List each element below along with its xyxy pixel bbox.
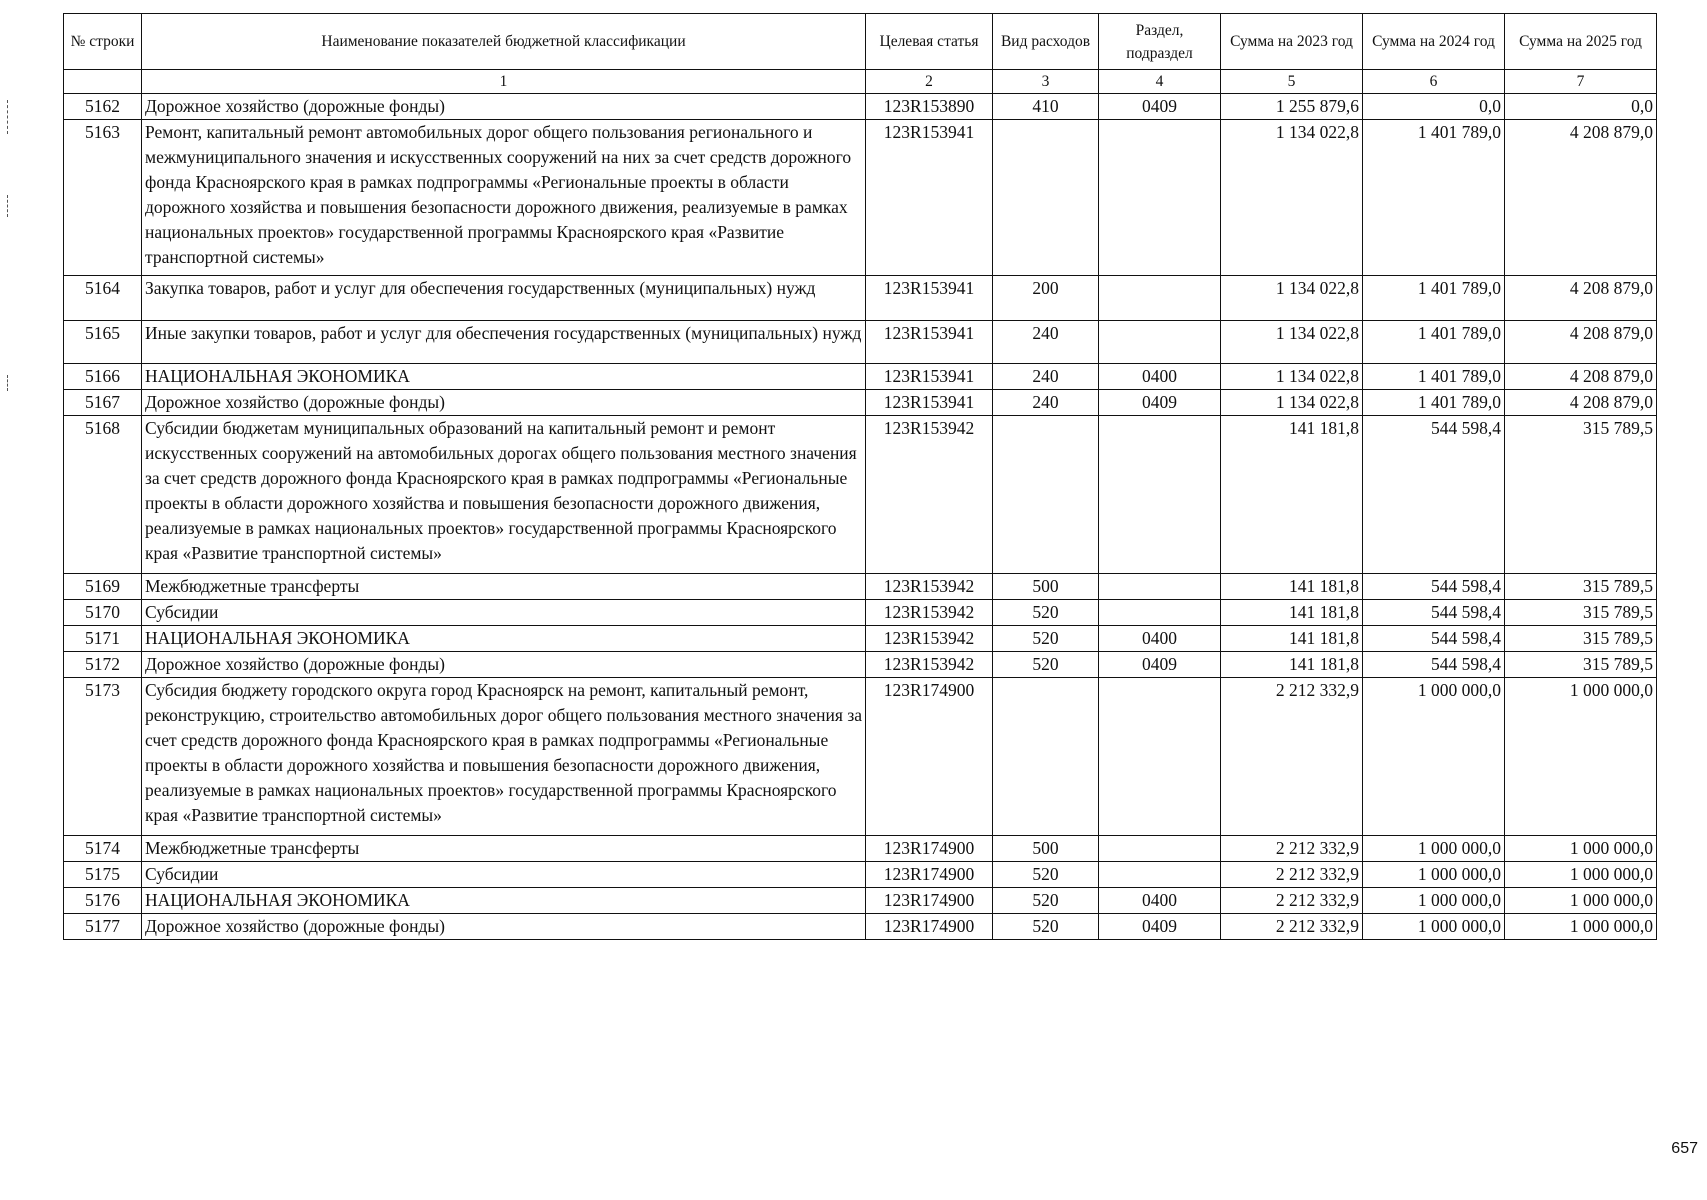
column-number: 6 [1363,70,1505,94]
sum-2025-cell: 1 000 000,0 [1505,678,1657,836]
row-number-cell: 5166 [64,364,142,390]
sum-2024-cell: 1 401 789,0 [1363,120,1505,276]
expense-type-cell: 240 [993,364,1099,390]
table-row [64,390,1657,416]
sum-2023-cell: 2 212 332,9 [1221,678,1363,836]
header-expense-type: Вид расходов [993,14,1099,70]
table-header-row [64,14,1657,70]
row-number-cell: 5176 [64,888,142,914]
row-name-cell: Субсидия бюджету городского округа город Красноярск на ремонт, капитальный ремонт, реконструкцию, строительство автомобильных дорог общего пользования местного значения за счет средств дорожного фонда Красноярского края в рамках подпрограммы «Региональные проекты в области дорожного хозяйства и повышения безопасности дорожного движения, реализуемые в рамках национальных проектов» государственной программы Красноярского края «Развитие транспортной системы» [142,678,866,836]
sum-2023-cell: 1 134 022,8 [1221,120,1363,276]
header-row-no: № строки [64,14,142,70]
row-number-cell: 5175 [64,862,142,888]
section-cell: 0400 [1099,364,1221,390]
table-row [64,600,1657,626]
table-row [64,94,1657,120]
section-cell [1099,120,1221,276]
row-name-cell: НАЦИОНАЛЬНАЯ ЭКОНОМИКА [142,626,866,652]
row-name-cell: Субсидии бюджетам муниципальных образований на капитальный ремонт и ремонт искусственных сооружений на автомобильных дорогах общего пользования местного значения за счет средств дорожного фонда Красноярского края в рамках подпрограммы «Региональные проекты в области дорожного хозяйства и повышения безопасности дорожного движения, реализуемые в рамках национальных проектов» государственной программы Красноярского края «Развитие транспортной системы» [142,416,866,574]
row-number-cell: 5168 [64,416,142,574]
table-body [64,94,1657,940]
sum-2024-cell: 544 598,4 [1363,574,1505,600]
row-number-cell: 5170 [64,600,142,626]
table-row [64,862,1657,888]
header-name: Наименование показателей бюджетной классификации [142,14,866,70]
sum-2023-cell: 1 134 022,8 [1221,390,1363,416]
target-article-cell: 123R153942 [866,416,993,574]
sum-2023-cell: 2 212 332,9 [1221,836,1363,862]
sum-2024-cell: 1 000 000,0 [1363,862,1505,888]
target-article-cell: 123R153941 [866,276,993,321]
sum-2023-cell: 1 255 879,6 [1221,94,1363,120]
column-number: 5 [1221,70,1363,94]
section-cell [1099,321,1221,364]
sum-2025-cell: 4 208 879,0 [1505,120,1657,276]
sum-2025-cell: 4 208 879,0 [1505,321,1657,364]
sum-2024-cell: 1 000 000,0 [1363,836,1505,862]
expense-type-cell: 520 [993,862,1099,888]
section-cell [1099,276,1221,321]
target-article-cell: 123R174900 [866,678,993,836]
sum-2024-cell: 1 401 789,0 [1363,390,1505,416]
margin-scan-mark [7,195,8,217]
sum-2025-cell: 315 789,5 [1505,574,1657,600]
row-name-cell: Дорожное хозяйство (дорожные фонды) [142,390,866,416]
target-article-cell: 123R174900 [866,914,993,940]
sum-2024-cell: 544 598,4 [1363,416,1505,574]
row-name-cell: Дорожное хозяйство (дорожные фонды) [142,94,866,120]
row-name-cell: Иные закупки товаров, работ и услуг для обеспечения государственных (муниципальных) нужд [142,321,866,364]
section-cell: 0409 [1099,94,1221,120]
sum-2023-cell: 141 181,8 [1221,626,1363,652]
table-row [64,836,1657,862]
sum-2024-cell: 544 598,4 [1363,600,1505,626]
target-article-cell: 123R153942 [866,574,993,600]
section-cell: 0409 [1099,652,1221,678]
header-target-article: Целевая статья [866,14,993,70]
row-name-cell: Межбюджетные трансферты [142,574,866,600]
expense-type-cell: 240 [993,321,1099,364]
sum-2025-cell: 315 789,5 [1505,652,1657,678]
table-row [64,888,1657,914]
row-number-cell: 5171 [64,626,142,652]
target-article-cell: 123R153942 [866,600,993,626]
budget-table [63,13,1657,940]
section-cell [1099,862,1221,888]
table-row [64,574,1657,600]
sum-2023-cell: 1 134 022,8 [1221,364,1363,390]
sum-2024-cell: 1 401 789,0 [1363,276,1505,321]
sum-2025-cell: 0,0 [1505,94,1657,120]
sum-2024-cell: 1 000 000,0 [1363,914,1505,940]
column-number-row [64,70,1657,94]
column-number: 1 [142,70,866,94]
table-row [64,416,1657,574]
section-cell: 0409 [1099,914,1221,940]
expense-type-cell [993,678,1099,836]
sum-2025-cell: 4 208 879,0 [1505,390,1657,416]
sum-2025-cell: 1 000 000,0 [1505,862,1657,888]
row-name-cell: Субсидии [142,600,866,626]
sum-2023-cell: 2 212 332,9 [1221,888,1363,914]
target-article-cell: 123R153942 [866,626,993,652]
expense-type-cell: 500 [993,574,1099,600]
column-number: 3 [993,70,1099,94]
target-article-cell: 123R174900 [866,862,993,888]
table-row [64,120,1657,276]
target-article-cell: 123R174900 [866,836,993,862]
sum-2024-cell: 1 401 789,0 [1363,364,1505,390]
expense-type-cell: 520 [993,888,1099,914]
row-name-cell: Межбюджетные трансферты [142,836,866,862]
table-row [64,626,1657,652]
row-number-cell: 5165 [64,321,142,364]
sum-2023-cell: 1 134 022,8 [1221,276,1363,321]
expense-type-cell: 200 [993,276,1099,321]
sum-2024-cell: 1 000 000,0 [1363,678,1505,836]
row-number-cell: 5177 [64,914,142,940]
section-cell [1099,836,1221,862]
expense-type-cell [993,120,1099,276]
expense-type-cell [993,416,1099,574]
margin-scan-mark [7,375,8,391]
table-row [64,678,1657,836]
row-name-cell: Ремонт, капитальный ремонт автомобильных дорог общего пользования регионального и межмуниципального значения и искусственных сооружений на них за счет средств дорожного фонда Красноярского края в рамках подпрограммы «Региональные проекты в области дорожного хозяйства и повышения безопасности дорожного движения, реализуемые в рамках национальных проектов» государственной программы Красноярского края «Развитие транспортной системы» [142,120,866,276]
row-name-cell: Субсидии [142,862,866,888]
sum-2024-cell: 544 598,4 [1363,626,1505,652]
row-number-cell: 5172 [64,652,142,678]
header-sum-2025: Сумма на 2025 год [1505,14,1657,70]
section-cell [1099,416,1221,574]
row-number-cell: 5164 [64,276,142,321]
expense-type-cell: 520 [993,652,1099,678]
expense-type-cell: 500 [993,836,1099,862]
section-cell [1099,678,1221,836]
section-cell: 0400 [1099,626,1221,652]
header-sum-2023: Сумма на 2023 год [1221,14,1363,70]
column-number: 2 [866,70,993,94]
row-name-cell: Дорожное хозяйство (дорожные фонды) [142,652,866,678]
row-number-cell: 5169 [64,574,142,600]
row-number-cell: 5167 [64,390,142,416]
section-cell: 0400 [1099,888,1221,914]
sum-2025-cell: 1 000 000,0 [1505,914,1657,940]
target-article-cell: 123R153942 [866,652,993,678]
page-number: 657 [1671,1140,1698,1157]
sum-2025-cell: 315 789,5 [1505,600,1657,626]
sum-2025-cell: 1 000 000,0 [1505,888,1657,914]
sum-2023-cell: 1 134 022,8 [1221,321,1363,364]
row-number-cell: 5163 [64,120,142,276]
sum-2025-cell: 4 208 879,0 [1505,276,1657,321]
row-name-cell: Дорожное хозяйство (дорожные фонды) [142,914,866,940]
target-article-cell: 123R153941 [866,364,993,390]
header-sum-2024: Сумма на 2024 год [1363,14,1505,70]
table-row [64,364,1657,390]
column-number-blank [64,70,142,94]
sum-2024-cell: 1 000 000,0 [1363,888,1505,914]
expense-type-cell: 240 [993,390,1099,416]
table-row [64,652,1657,678]
sum-2023-cell: 141 181,8 [1221,652,1363,678]
sum-2025-cell: 1 000 000,0 [1505,836,1657,862]
row-name-cell: Закупка товаров, работ и услуг для обеспечения государственных (муниципальных) нужд [142,276,866,321]
expense-type-cell: 410 [993,94,1099,120]
target-article-cell: 123R153941 [866,120,993,276]
table-row [64,321,1657,364]
sum-2023-cell: 141 181,8 [1221,416,1363,574]
row-name-cell: НАЦИОНАЛЬНАЯ ЭКОНОМИКА [142,364,866,390]
expense-type-cell: 520 [993,914,1099,940]
sum-2023-cell: 141 181,8 [1221,600,1363,626]
sum-2025-cell: 315 789,5 [1505,416,1657,574]
sum-2024-cell: 0,0 [1363,94,1505,120]
sum-2025-cell: 4 208 879,0 [1505,364,1657,390]
row-name-cell: НАЦИОНАЛЬНАЯ ЭКОНОМИКА [142,888,866,914]
target-article-cell: 123R153890 [866,94,993,120]
expense-type-cell: 520 [993,626,1099,652]
sum-2023-cell: 2 212 332,9 [1221,914,1363,940]
table-row [64,276,1657,321]
expense-type-cell: 520 [993,600,1099,626]
header-section: Раздел, подраздел [1099,14,1221,70]
sum-2024-cell: 1 401 789,0 [1363,321,1505,364]
section-cell [1099,574,1221,600]
row-number-cell: 5174 [64,836,142,862]
sum-2025-cell: 315 789,5 [1505,626,1657,652]
table-row [64,914,1657,940]
sum-2024-cell: 544 598,4 [1363,652,1505,678]
row-number-cell: 5162 [64,94,142,120]
row-number-cell: 5173 [64,678,142,836]
target-article-cell: 123R153941 [866,390,993,416]
column-number: 7 [1505,70,1657,94]
target-article-cell: 123R153941 [866,321,993,364]
column-number: 4 [1099,70,1221,94]
target-article-cell: 123R174900 [866,888,993,914]
sum-2023-cell: 2 212 332,9 [1221,862,1363,888]
section-cell: 0409 [1099,390,1221,416]
margin-scan-mark [7,100,8,134]
sum-2023-cell: 141 181,8 [1221,574,1363,600]
section-cell [1099,600,1221,626]
